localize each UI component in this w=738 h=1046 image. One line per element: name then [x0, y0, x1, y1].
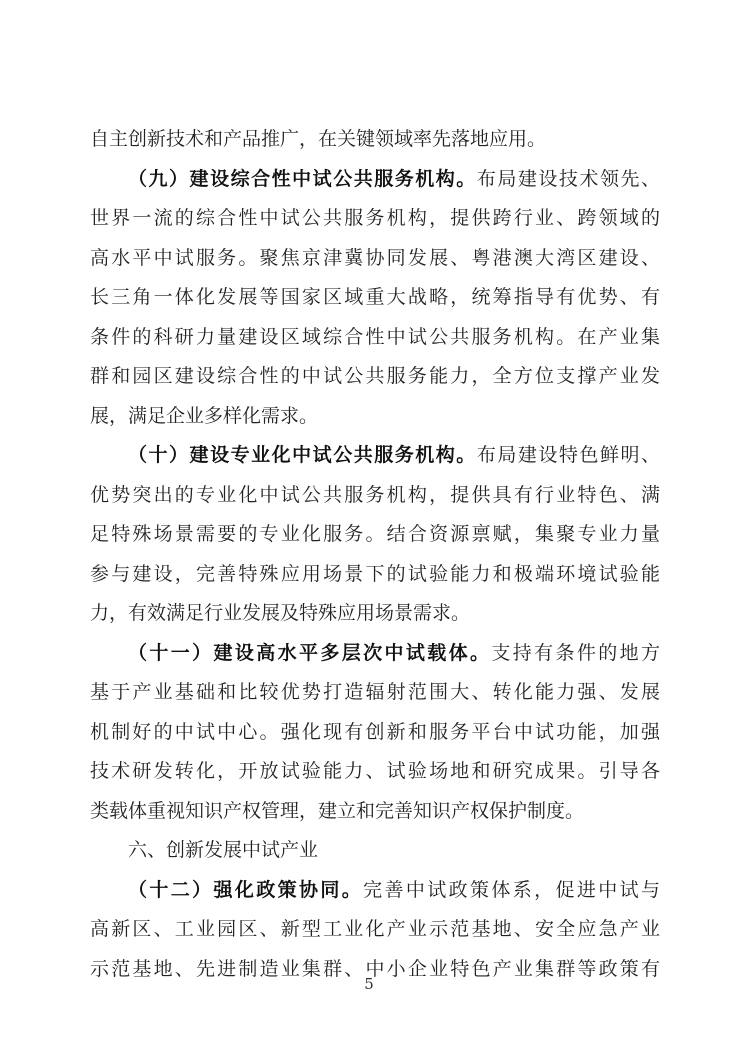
paragraph-text: 世界一流的综合性中试公共服务机构，提供跨行业、跨领域的 — [90, 207, 660, 229]
section-heading-line — [90, 831, 660, 871]
item-heading: （十一）建设高水平多层次中试载体。 — [128, 641, 492, 664]
page-number: 5 — [364, 975, 374, 993]
paragraph-first-line — [90, 160, 660, 200]
paragraph-text: 足特殊场景需要的专业化服务。结合资源禀赋，集聚专业力量 — [90, 523, 660, 545]
body-text-line — [90, 120, 660, 160]
paragraph-text: 高新区、工业园区、新型工业化产业示范基地、安全应急产业 — [90, 918, 660, 940]
body-text-line — [90, 752, 660, 792]
paragraph-text: 布局建设特色鲜明、 — [476, 444, 660, 466]
body-text-line — [90, 239, 660, 279]
body-text-line — [90, 357, 660, 397]
paragraph-text: 完善中试政策体系，促进中试与 — [363, 878, 660, 901]
body-text-line — [90, 199, 660, 239]
paragraph-first-line — [90, 871, 660, 911]
body-text-line — [90, 318, 660, 358]
paragraph-text: 优势突出的专业化中试公共服务机构，提供具有行业特色、满 — [90, 483, 660, 506]
body-text-line — [90, 397, 660, 437]
item-heading: （九）建设综合性中试公共服务机构。 — [128, 167, 477, 190]
body-text-line — [90, 515, 660, 555]
paragraph-text: 条件的科研力量建设区域综合性中试公共服务机构。在产业集 — [90, 325, 660, 348]
body-text-line — [90, 555, 660, 595]
paragraph-text: 示范基地、先进制造业集群、中小企业特色产业集群等政策有 — [90, 957, 660, 980]
paragraph-text: 自主创新技术和产品推广，在关键领域率先落地应用。 — [90, 128, 547, 150]
paragraph-text: 参与建设，完善特殊应用场景下的试验能力和极端环境试验能 — [90, 562, 660, 585]
paragraph-text: 力，有效满足行业发展及特殊应用场景需求。 — [90, 602, 471, 624]
item-heading: （十）建设专业化中试公共服务机构。 — [128, 444, 477, 466]
paragraph-text: 展，满足企业多样化需求。 — [90, 404, 319, 427]
paragraph-text: 机制好的中试中心。强化现有创新和服务平台中试功能，加强 — [90, 720, 660, 743]
paragraph-text: 基于产业基础和比较优势打造辐射范围大、转化能力强、发展 — [90, 681, 660, 703]
body-text-line — [90, 278, 660, 318]
paragraph-text: 群和园区建设综合性的中试公共服务能力，全方位支撑产业发 — [90, 365, 660, 387]
paragraph-text: 高水平中试服务。聚焦京津冀协同发展、粤港澳大湾区建设、 — [90, 246, 660, 269]
document-body — [90, 120, 660, 989]
paragraph-text: 类载体重视知识产权管理，建立和完善知识产权保护制度。 — [90, 799, 585, 822]
paragraph-text: 技术研发转化，开放试验能力、试验场地和研究成果。引导各 — [90, 760, 660, 782]
body-text-line — [90, 594, 660, 634]
paragraph-first-line — [90, 634, 660, 674]
body-text-line — [90, 673, 660, 713]
item-heading: （十二）强化政策协同。 — [128, 878, 364, 901]
body-text-line — [90, 792, 660, 832]
paragraph-first-line — [90, 436, 660, 476]
paragraph-text: 支持有条件的地方 — [491, 641, 660, 664]
paragraph-text: 布局建设技术领先、 — [476, 167, 660, 190]
body-text-line — [90, 476, 660, 516]
body-text-line — [90, 910, 660, 950]
body-text-line — [90, 713, 660, 753]
section-heading: 六、创新发展中试产业 — [128, 839, 319, 861]
paragraph-text: 长三角一体化发展等国家区域重大战略，统筹指导有优势、有 — [90, 286, 660, 308]
